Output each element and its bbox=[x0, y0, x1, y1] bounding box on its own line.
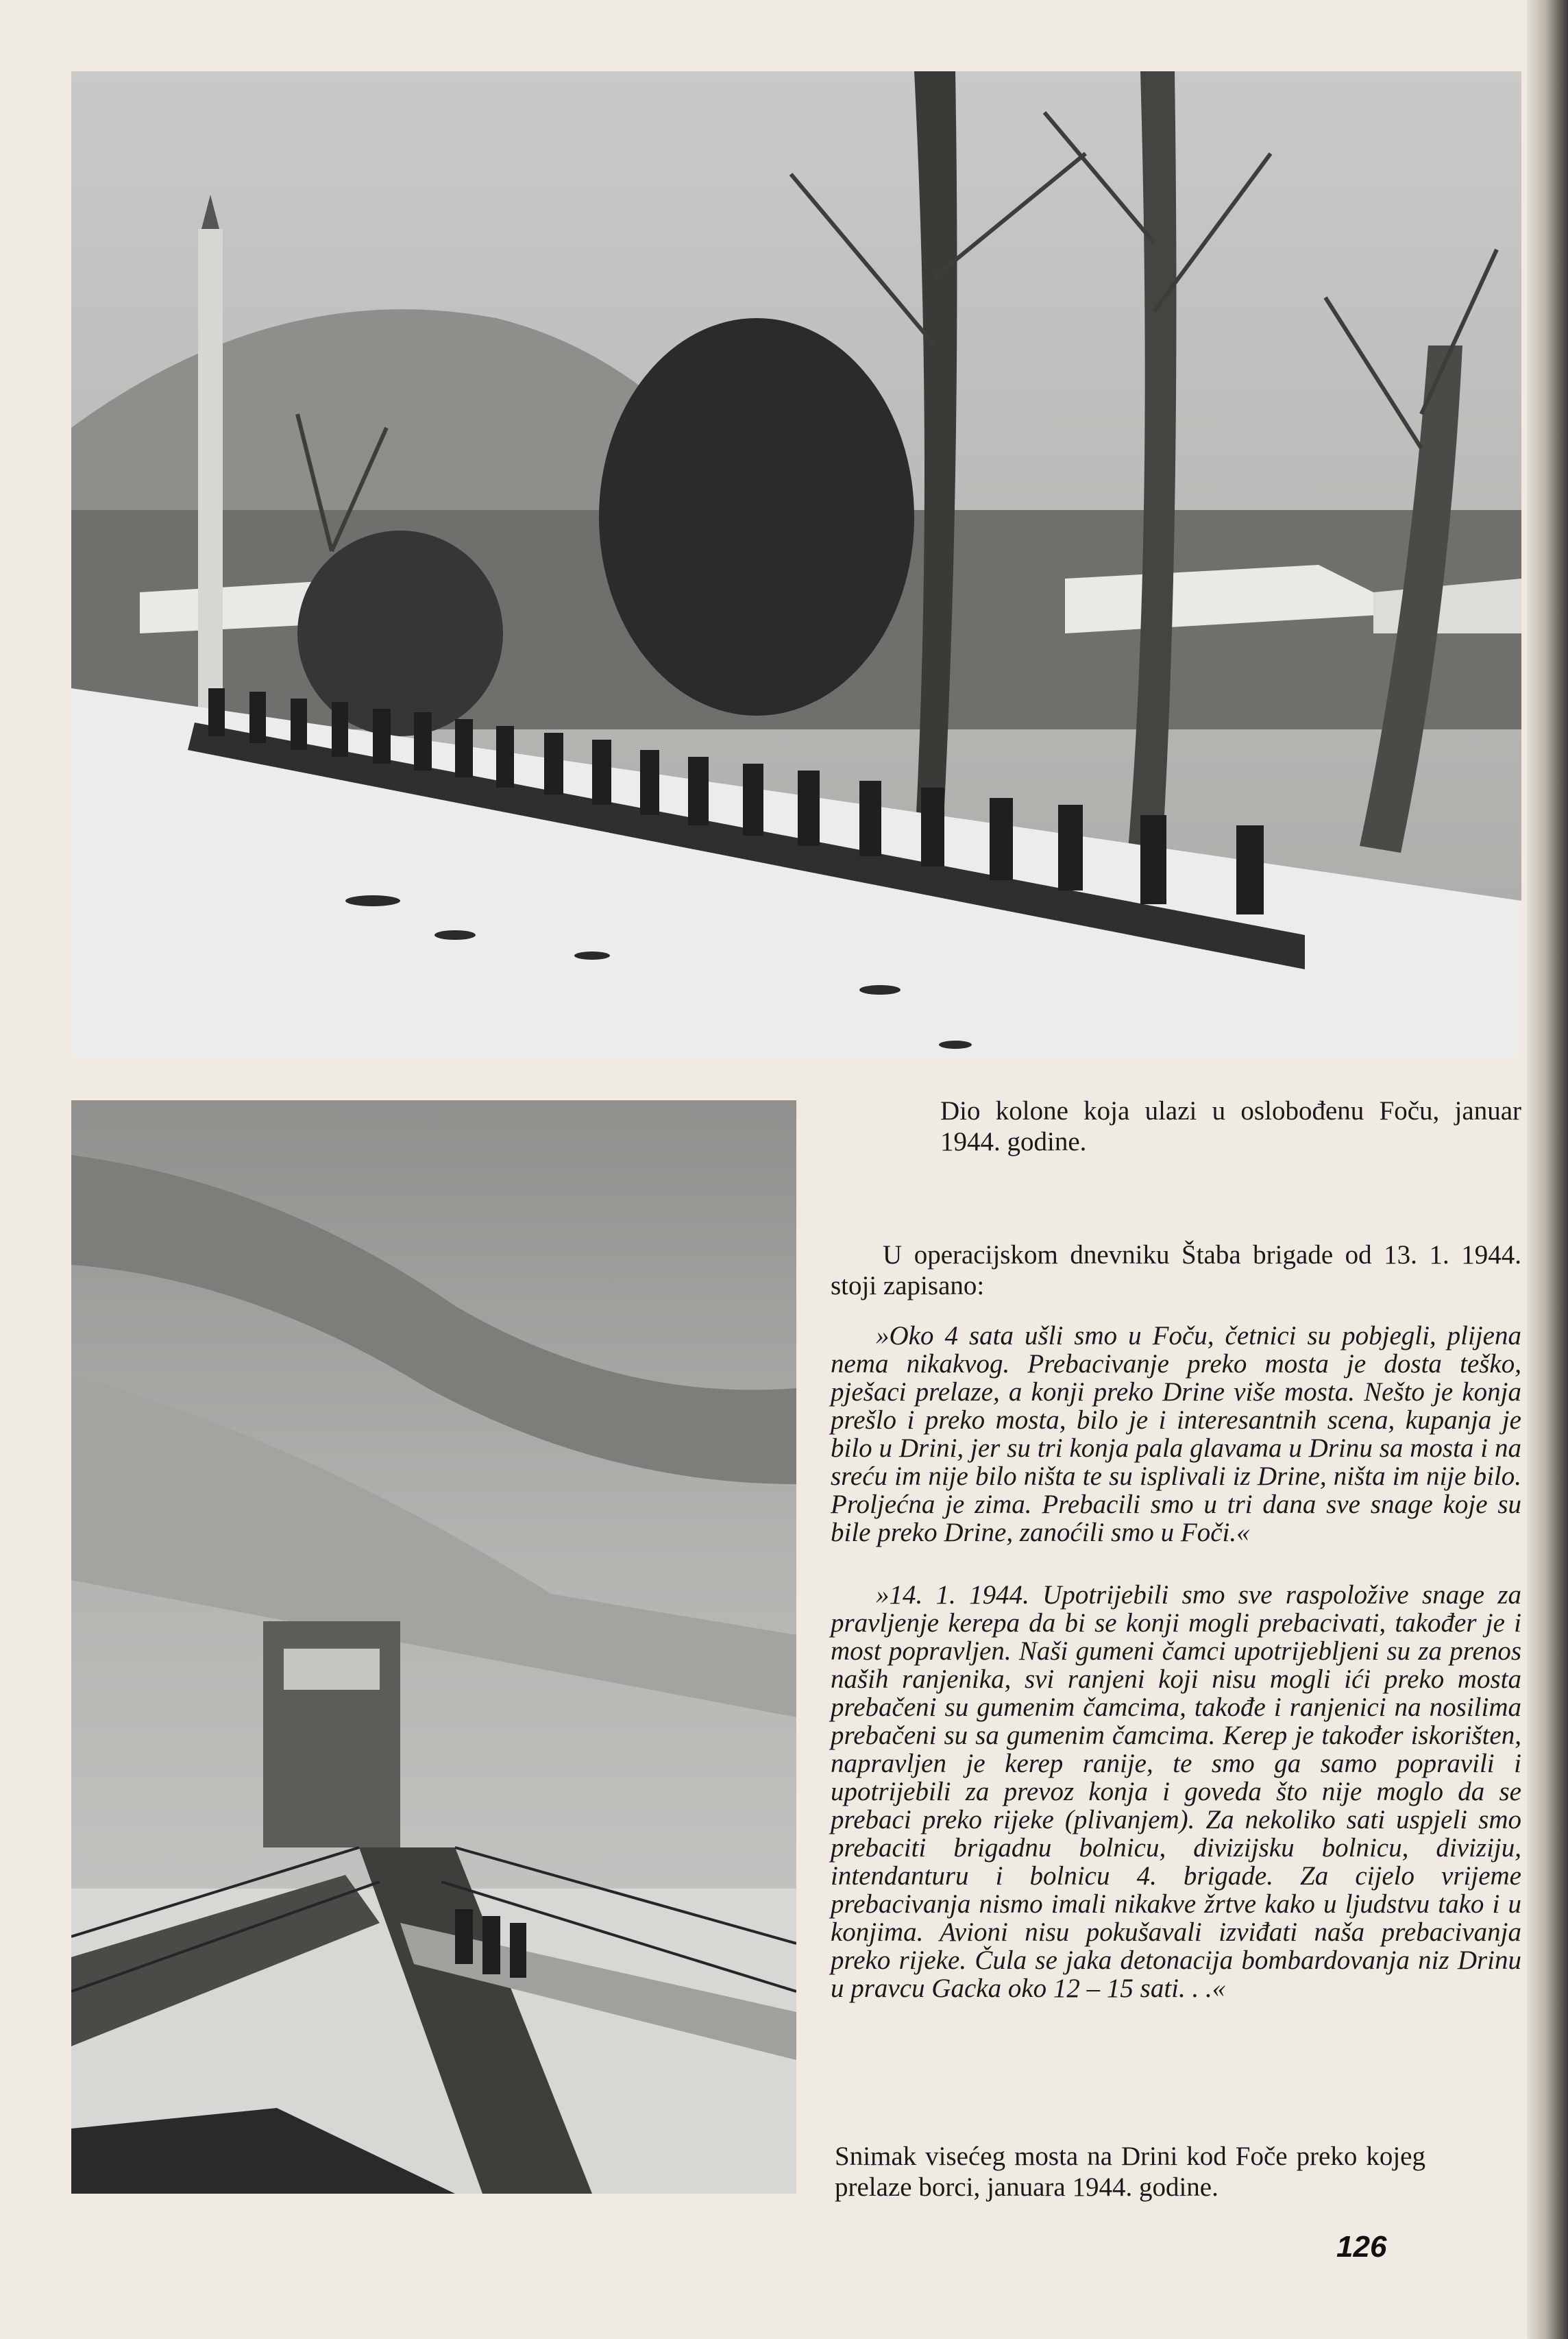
bridge-illustration bbox=[71, 1100, 796, 2194]
caption-photo-bottom: Snimak visećeg mosta na Drini kod Foče preko kojeg prelaze borci, januara 1944. godine. bbox=[835, 2142, 1425, 2202]
page-number: 126 bbox=[1336, 2230, 1387, 2264]
diary-quote-13-jan: »Oko 4 sata ušli smo u Foču, četnici su pobjegli, plijena nema nikakvog. Prebacivanje preko mosta je dosta teško, pješaci prelaze, a konji preko Drine više mosta. Nešto je konja prešlo i preko mosta, bilo je i interesantnih scena, kupanja je bilo u Drini, jer su tri konja pala glavama u Drinu sa mosta i na sreću im nije bilo ništa te su isplivali iz Drine, ništa im nije bilo. Proljećna je zima. Prebacili smo u tri dana sve snage koje su bile preko Drine, zanoćili smo u Foči.« bbox=[831, 1321, 1521, 1547]
page-edge-shadow bbox=[1527, 0, 1568, 2339]
caption-photo-top: Dio kolone koja ulazi u oslobođenu Foču, januar 1944. godine. bbox=[940, 1096, 1521, 1156]
photo-column-entering-foca bbox=[71, 71, 1521, 1058]
diary-quote-14-jan: »14. 1. 1944. Upotrijebili smo sve raspoložive snage za pravljenje kerepa da bi se konji mogli prebacivati, također je i most popravljen. Naši gumeni čamci upotrijebljeni su za prenos naših ranjenika, svi ranjeni koji nisu mogli ići preko mosta prebačeni su gumenim čamcima, takođe i ranjenici na nosilima prebačeni su sa gumenim čamcima. Kerep je također iskorišten, napravljen je kerep ranije, te smo ga samo popravili i upotrijebili za prevoz konja i goveda što nije moglo da se prebaci preko rijeke (plivanjem). Za nekoliko sati uspjeli smo prebaciti brigadnu bolnicu, divizijsku bolnicu, diviziju, intendanturu i bolnicu 4. brigade. Za cijelo vrijeme prebacivanja nismo imali nikakve žrtve kako u ljudstvu tako i u konjima. Avioni nisu pokušavali izviđati naša prebacivanja preko rijeke. Čula se jaka detonacija bombardovanja niz Drinu u pravcu Gacka oko 12 – 15 sati. . .« bbox=[831, 1580, 1521, 2003]
intro-paragraph: U operacijskom dnevniku Štaba brigade od 13. 1. 1944. stoji zapisano: bbox=[831, 1240, 1521, 1300]
photo-suspension-bridge-drina bbox=[71, 1100, 796, 2194]
snowy-street-illustration bbox=[71, 71, 1521, 1058]
